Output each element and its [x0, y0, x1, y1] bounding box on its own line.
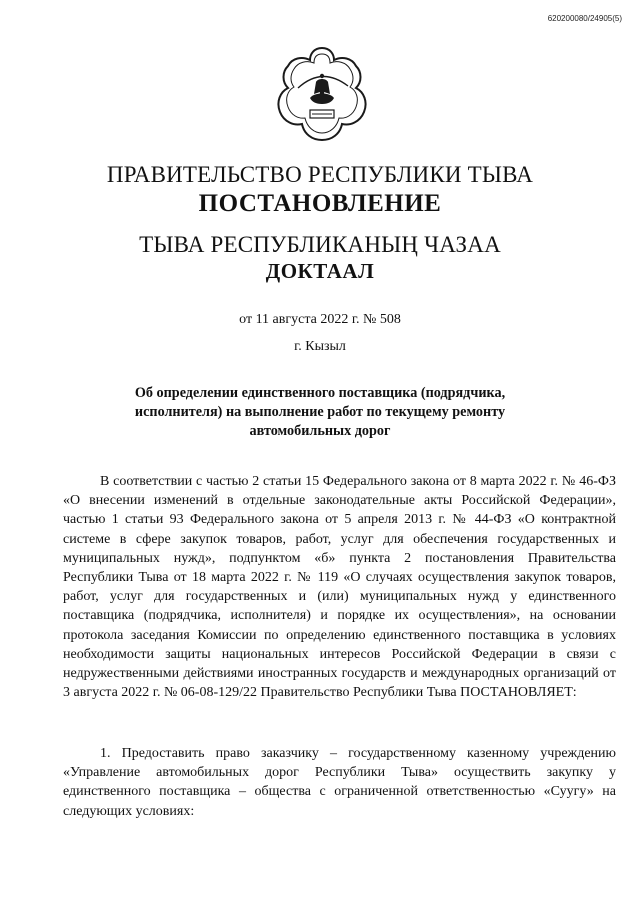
- tuva-coat-of-arms-icon: [270, 42, 374, 146]
- decree-heading: ПОСТАНОВЛЕНИЕ: [198, 190, 442, 217]
- decree-city: г. Кызыл: [294, 339, 346, 354]
- decree-date-number: от 11 августа 2022 г. № 508: [239, 312, 401, 327]
- clause-1-paragraph: 1. Предоставить право заказчику – государственному казенному учреждению «Управление автомобильных дорог Республики Тыва» осуществить закупку у единственного поставщика – общества с ограниченной ответственностью «Суугу» на следующих условиях:: [63, 746, 616, 819]
- government-title-tuvan: ТЫВА РЕСПУБЛИКАНЫҢ ЧАЗАА: [139, 232, 501, 257]
- government-title: ПРАВИТЕЛЬСТВО РЕСПУБЛИКИ ТЫВА: [106, 162, 534, 187]
- document-code: 620200080/24905(5): [547, 14, 622, 23]
- decree-heading-tuvan: ДОКТААЛ: [265, 259, 375, 283]
- preamble-paragraph: В соответствии с частью 2 статьи 15 Федерального закона от 8 марта 2022 г. № 46-ФЗ «О внесении изменений в отдельные законодательные акты Российской Федерации», частью 1 статьи 93 Федерального закона от 5 апреля 2013 г. № 44-ФЗ «О контрактной системе в сфере закупок товаров, работ, услуг для обеспечения государственных и муниципальных нужд», подпунктом «б» пункта 2 постановления Правительства Республики Тыва от 18 марта 2022 г. № 119 «О случаях осуществления закупок товаров, работ, услуг для государственных и (или) муниципальных нужд у единственного поставщика (подрядчика, исполнителя) и порядке их осуществления», на основании протокола заседания Комиссии по определению единственного поставщика в условиях необходимости защиты национальных интересов Российской Федерации в связи с недружественными действиями иностранных государств и международных организаций от 3 августа 2022 г. № 06-08-129/22 Правительство Республики Тыва ПОСТАНОВЛЯЕТ:: [63, 474, 616, 701]
- decree-subject: Об определении единственного поставщика (подрядчика, исполнителя) на выполнение работ по текущему ремонту автомобильных дорог: [134, 385, 506, 439]
